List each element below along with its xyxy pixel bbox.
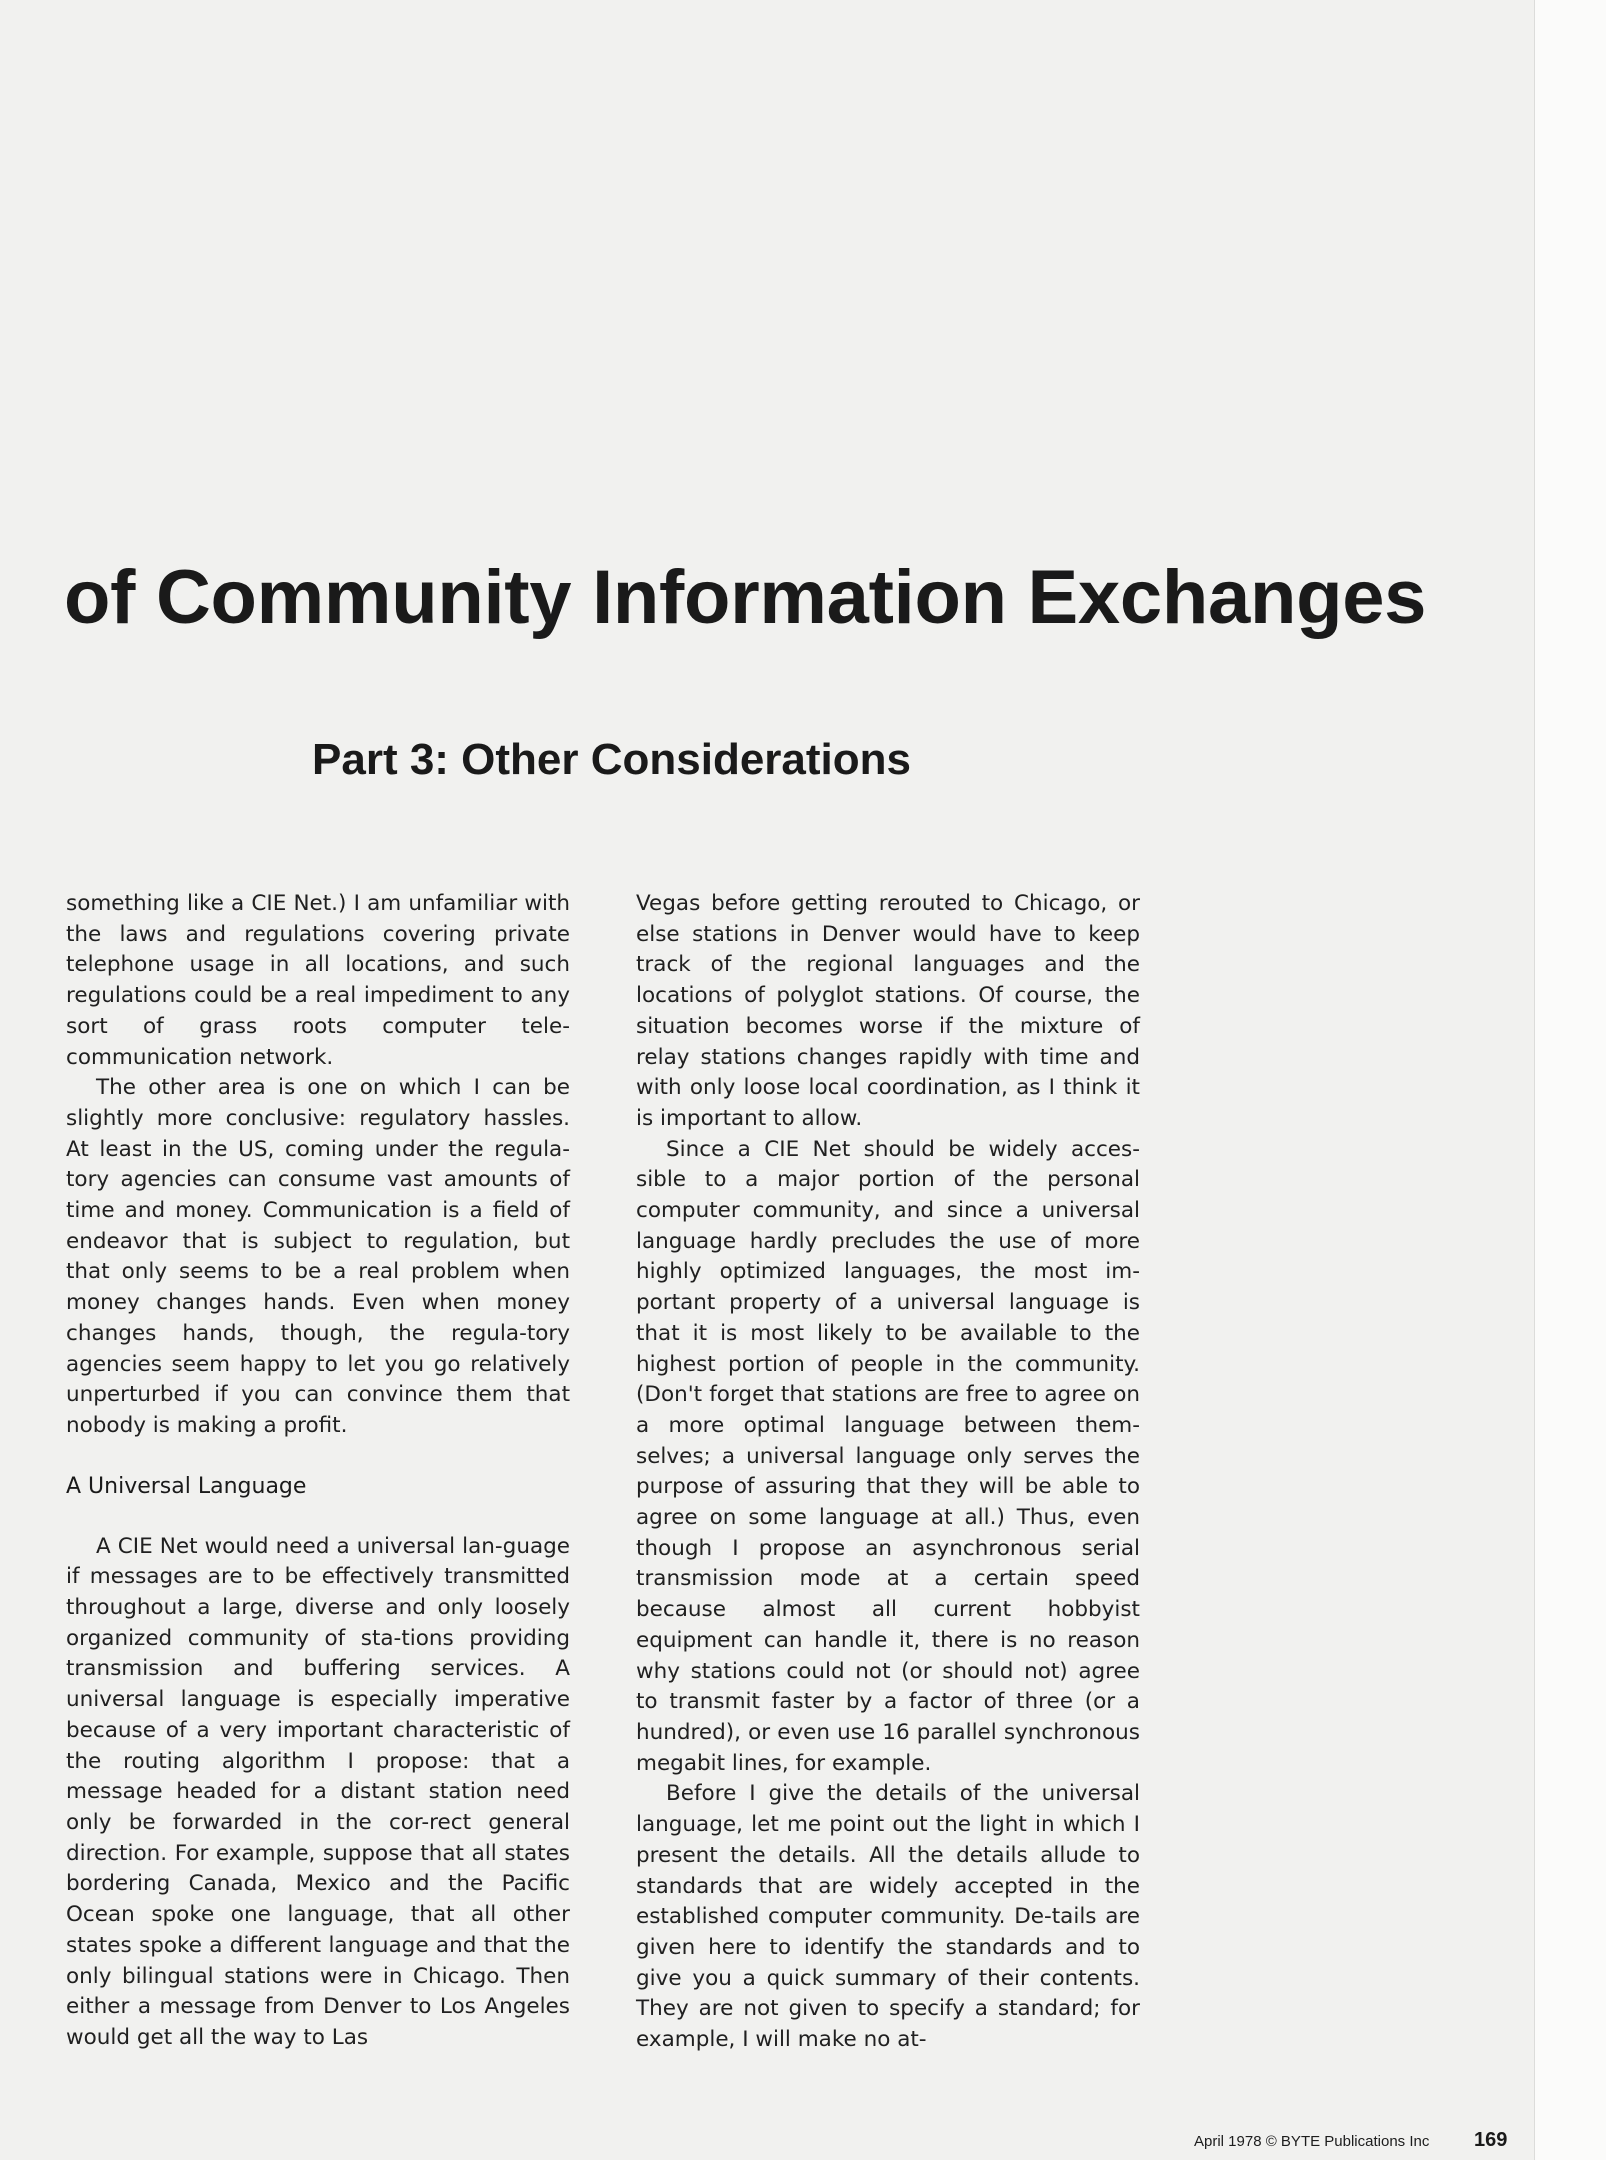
left-text-column	[66, 889, 570, 2054]
section-heading: A Universal Language	[66, 1473, 307, 1499]
footer-credit: April 1978 © BYTE Publications Inc	[1194, 2133, 1430, 2150]
right-text-column	[636, 889, 1140, 2056]
paragraph: Before I give the details of the universal language, let me point out the light in which I present the details. All the details allude to standards that are widely accepted in the established computer community. De-tails are given here to identify the standards and to give you a quick summary of their contents. They are not given to specify a standard; for example, I will make no at-	[636, 1781, 1140, 2053]
paragraph: The other area is one on which I can be slightly more conclusive: regulatory hassles. At least in the US, coming under the regula-tory agencies can consume vast amounts of time and money. Communication is a field of endeavor that is subject to regulation, but that only seems to be a real problem when money changes hands. Even when money changes hands, though, the regula-tory agencies seem happy to let you go relatively unperturbed if you can convince them that nobody is making a profit.	[66, 1075, 570, 1438]
paragraph: Vegas before getting rerouted to Chicago, or else stations in Denver would have to keep track of the regional languages and the locations of polyglot stations. Of course, the situation becomes worse if the mixture of relay stations changes rapidly with time and with only loose local coordination, as I think it is important to allow.	[636, 891, 1140, 1131]
paragraph: something like a CIE Net.) I am unfamiliar with the laws and regulations covering private telephone usage in all locations, and such regulations could be a real impediment to any sort of grass roots computer tele-communication network.	[66, 891, 570, 1070]
paragraph: Since a CIE Net should be widely acces-sible to a major portion of the personal computer community, and since a universal language hardly precludes the use of more highly optimized languages, the most im-portant property of a universal language is that it is most likely to be available to the highest portion of people in the community. (Don't forget that stations are free to agree on a more optimal language between them-selves; a universal language only serves the purpose of assuring that they will be able to agree on some language at all.) Thus, even though I propose an asynchronous serial transmission mode at a certain speed because almost all current hobbyist equipment can handle it, there is no reason why stations could not (or should not) agree to transmit faster by a factor of three (or a hundred), or even use 16 parallel synchronous megabit lines, for example.	[636, 1136, 1140, 1776]
paragraph: A CIE Net would need a universal lan-guage if messages are to be effectively transmitted throughout a large, diverse and only loosely organized community of sta-tions providing transmission and buffering services. A universal language is especially imperative because of a very important characteristic of the routing algorithm I propose: that a message headed for a distant station need only be forwarded in the cor-rect general direction. For example, suppose that all states bordering Canada, Mexico and the Pacific Ocean spoke one language, that all other states spoke a different language and that the only bilingual stations were in Chicago. Then either a message from Denver to Los Angeles would get all the way to Las	[66, 1533, 570, 2050]
page-number: 169	[1474, 2129, 1508, 2151]
page-edge	[1534, 0, 1606, 2160]
article-subtitle: Part 3: Other Considerations	[312, 735, 912, 784]
article-headline: of Community Information Exchanges	[64, 555, 1427, 640]
